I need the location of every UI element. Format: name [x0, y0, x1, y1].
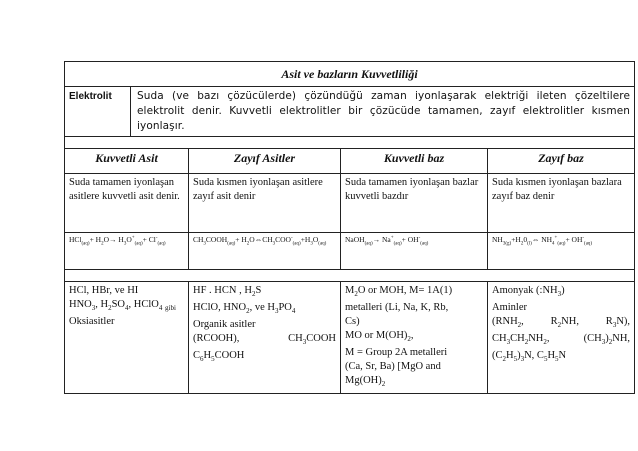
eq-sup: + — [390, 235, 394, 241]
eq-part: COOH — [205, 235, 228, 244]
example-part — [551, 315, 579, 332]
example-part: ) — [561, 285, 565, 296]
example-part — [584, 332, 630, 349]
eq-part: → Na — [372, 235, 391, 244]
example-sub: 2 — [381, 380, 386, 389]
example-part — [288, 332, 336, 349]
eq-part: +H — [511, 235, 521, 244]
example-part: , — [521, 316, 524, 328]
eq-sub: 2 — [246, 241, 250, 247]
eq-sup: - — [418, 235, 421, 241]
eq-part: NH — [492, 235, 503, 244]
example-part: COOH — [306, 333, 336, 345]
eq-sub: (aq) — [420, 241, 429, 247]
example-line — [193, 284, 336, 301]
example-part — [492, 315, 524, 332]
example-part: MO or M(OH) — [345, 330, 408, 342]
eq-sub: (aq) — [584, 241, 593, 247]
spacer-cell — [65, 270, 635, 282]
example-part: S — [255, 285, 262, 296]
example-sub: 2 — [557, 321, 562, 330]
example-part: (C — [492, 350, 503, 362]
examples-weak-base — [488, 282, 635, 394]
example-line — [492, 315, 630, 332]
example-sub: gibi — [165, 304, 176, 313]
example-part: , HClO — [128, 299, 159, 310]
example-part: NH, — [561, 316, 579, 328]
eq-part: CH — [193, 235, 204, 244]
example-line: Cs) — [345, 316, 360, 328]
eq-part: + OH — [401, 235, 419, 244]
example-line — [345, 329, 483, 346]
eq-part: HCl — [69, 235, 82, 244]
eq-sub: (aq) — [227, 241, 236, 247]
equation-strong-acid — [65, 233, 189, 270]
example-line: HCl, HBr, ve HI — [69, 285, 139, 296]
eq-part: 0 — [523, 235, 528, 244]
example-part: N), — [616, 316, 631, 328]
eq-sub: 3(g) — [502, 241, 512, 247]
example-part: M — [345, 285, 355, 296]
example-line: Aminler — [492, 302, 527, 314]
example-sub: 2 — [524, 338, 529, 347]
example-part: O or MOH, M= 1A(1) — [357, 285, 453, 296]
definition-strong-acid: Suda tamamen iyonlaşan asitlere kuvvetli asit denir. — [65, 174, 189, 233]
eq-sub: (aq) — [81, 241, 90, 247]
eq-sub: (aq) — [364, 241, 373, 247]
examples-strong-acid — [65, 282, 189, 394]
example-sub: 2 — [543, 338, 547, 347]
elektrolit-definition: Suda (ve bazı çözücülerde) çözündüğü zaman iyonlaşarak elektriği ileten çözeltilere elektrolit denir. Kuvvetli elektrolitler bir çözücüde tamamen, zayıf elektrolitler kısmen iyonlaşır. — [131, 87, 635, 137]
eq-sub: 3 — [272, 241, 276, 247]
example-line: (Ca, Sr, Ba) [MgO and — [345, 361, 441, 373]
elektrolit-label: Elektrolit — [65, 87, 131, 137]
example-sub: 2 — [407, 335, 411, 344]
examples-row — [65, 282, 635, 394]
header-strong-acid: Kuvvetli Asit — [65, 149, 189, 174]
example-sub: 3 — [557, 290, 562, 299]
eq-sub: (l) — [527, 241, 532, 247]
eq-sub: (aq) — [134, 241, 143, 247]
eq-sub: 2 — [520, 241, 524, 247]
spacer-row — [65, 137, 635, 149]
example-line — [345, 284, 483, 301]
header-weak-acid: Zayıf Asitler — [189, 149, 341, 174]
equation-weak-base — [488, 233, 635, 270]
example-part: , ve H — [249, 302, 275, 314]
spacer-cell — [65, 137, 635, 149]
example-part: NH — [528, 333, 544, 345]
example-part: COOH — [214, 350, 245, 362]
example-part: , — [546, 333, 550, 345]
example-sub: 3 — [520, 355, 525, 364]
example-sub: 4 — [125, 304, 129, 313]
eq-sub: 3 — [203, 241, 206, 247]
example-part: ) — [517, 350, 521, 362]
eq-part: + H — [89, 235, 102, 244]
example-part: Amonyak (:NH — [492, 285, 558, 296]
example-sub: 6 — [200, 355, 204, 364]
eq-part: COO — [275, 235, 291, 244]
example-part: PO — [278, 302, 292, 314]
title-row — [65, 62, 635, 87]
example-part: H — [203, 350, 212, 362]
eq-sub: (aq) — [557, 241, 566, 247]
eq-sub: (aq) — [318, 241, 327, 247]
example-sub: 3 — [612, 321, 617, 330]
example-part: N, C — [524, 350, 544, 362]
example-part — [606, 315, 630, 332]
definitions-row — [65, 174, 635, 233]
example-sub: 3 — [274, 307, 279, 316]
eq-part: ⇔ NH — [531, 235, 553, 244]
example-part: CH — [492, 333, 507, 345]
example-line — [69, 298, 184, 315]
example-sub: 2 — [251, 290, 256, 299]
elektrolit-row — [65, 87, 635, 137]
example-line — [492, 332, 630, 349]
acid-base-strength-table — [64, 61, 635, 394]
example-part: R — [605, 316, 613, 328]
example-line — [345, 374, 483, 391]
examples-strong-base — [341, 282, 488, 394]
definition-weak-acid: Suda kısmen iyonlaşan asitlere zayıf asit denir — [189, 174, 341, 233]
example-sub: 2 — [354, 290, 358, 299]
example-part: N — [558, 350, 567, 362]
definition-strong-base: Suda tamamen iyonlaşan bazlar kuvvetli bazdır — [341, 174, 488, 233]
example-sub: 5 — [513, 355, 518, 364]
example-part: SO — [111, 299, 126, 310]
examples-weak-acid — [189, 282, 341, 394]
example-sub: 3 — [601, 338, 606, 347]
equations-row — [65, 233, 635, 270]
example-part: CH — [510, 333, 525, 345]
header-weak-base: Zayıf baz — [488, 149, 635, 174]
example-part: H — [547, 350, 556, 362]
example-part: NH, — [612, 333, 631, 345]
example-part: Mg(OH) — [345, 375, 382, 387]
example-sub: 2 — [108, 304, 112, 313]
example-part: HClO, HNO — [193, 302, 247, 314]
header-row — [65, 149, 635, 174]
example-part: R — [550, 316, 558, 328]
example-part: HNO — [69, 299, 92, 310]
example-part: HF . HCN , H — [193, 285, 252, 296]
example-sub: 2 — [608, 338, 613, 347]
eq-sup: - — [290, 235, 293, 241]
eq-sup: + — [554, 235, 558, 241]
eq-sub: 4 — [552, 241, 555, 247]
eq-sub: 2 — [101, 241, 104, 247]
example-line: metalleri (Li, Na, K, Rb, — [345, 302, 449, 314]
eq-sup: - — [155, 235, 158, 241]
example-part: (RCOOH), — [193, 333, 240, 345]
example-part: H — [506, 350, 514, 362]
example-part: C — [193, 350, 201, 362]
eq-part: O→ H — [103, 235, 124, 244]
example-part: , — [410, 330, 414, 342]
eq-sub: (aq) — [157, 241, 166, 247]
eq-sub: 3 — [310, 241, 313, 247]
equation-weak-acid — [189, 233, 341, 270]
example-part: , H — [95, 299, 109, 310]
example-sub: 3 — [506, 338, 511, 347]
table-title: Asit ve bazların Kuvvetliliği — [65, 62, 635, 87]
header-strong-base: Kuvvetli baz — [341, 149, 488, 174]
example-sub: 5 — [555, 355, 559, 364]
example-part: ) — [605, 333, 609, 345]
eq-part: NaOH — [345, 235, 365, 244]
example-line — [193, 301, 336, 318]
example-line — [193, 349, 336, 366]
eq-part: O — [312, 235, 319, 244]
example-part: (CH — [583, 333, 602, 345]
example-sub: 2 — [517, 321, 522, 330]
eq-part: +H — [300, 235, 311, 244]
example-line — [193, 332, 336, 349]
example-sub: 3 — [91, 304, 96, 313]
example-part: CH — [288, 333, 303, 345]
eq-sup: + — [131, 235, 135, 241]
example-sub: 5 — [211, 355, 215, 364]
example-line — [492, 349, 630, 366]
example-sub: 2 — [502, 355, 506, 364]
eq-part: O — [126, 235, 132, 244]
example-sub: 3 — [302, 338, 307, 347]
example-sub: 2 — [246, 307, 250, 316]
example-line: Oksiasitler — [69, 316, 115, 328]
spacer-row — [65, 270, 635, 282]
example-line: Organik asitler — [193, 319, 256, 331]
example-line: M = Group 2A metalleri — [345, 347, 448, 359]
eq-sup: - — [582, 235, 585, 241]
eq-sub: (aq) — [292, 241, 301, 247]
eq-sub: (aq) — [393, 241, 402, 247]
example-line — [492, 284, 630, 301]
example-sub: 4 — [291, 307, 296, 316]
example-sub: 4 — [158, 304, 163, 313]
eq-part: + H — [235, 235, 247, 244]
equation-strong-base — [341, 233, 488, 270]
example-sub: 5 — [543, 355, 548, 364]
eq-sub: 3 — [123, 241, 127, 247]
eq-part: + OH — [565, 235, 583, 244]
example-part — [492, 332, 549, 349]
definition-weak-base: Suda kısmen iyonlaşan bazlara zayıf baz denir — [488, 174, 635, 233]
example-part: (RNH — [492, 316, 518, 328]
eq-part: O⇔CH — [249, 235, 273, 244]
eq-part: + Cl — [142, 235, 156, 244]
